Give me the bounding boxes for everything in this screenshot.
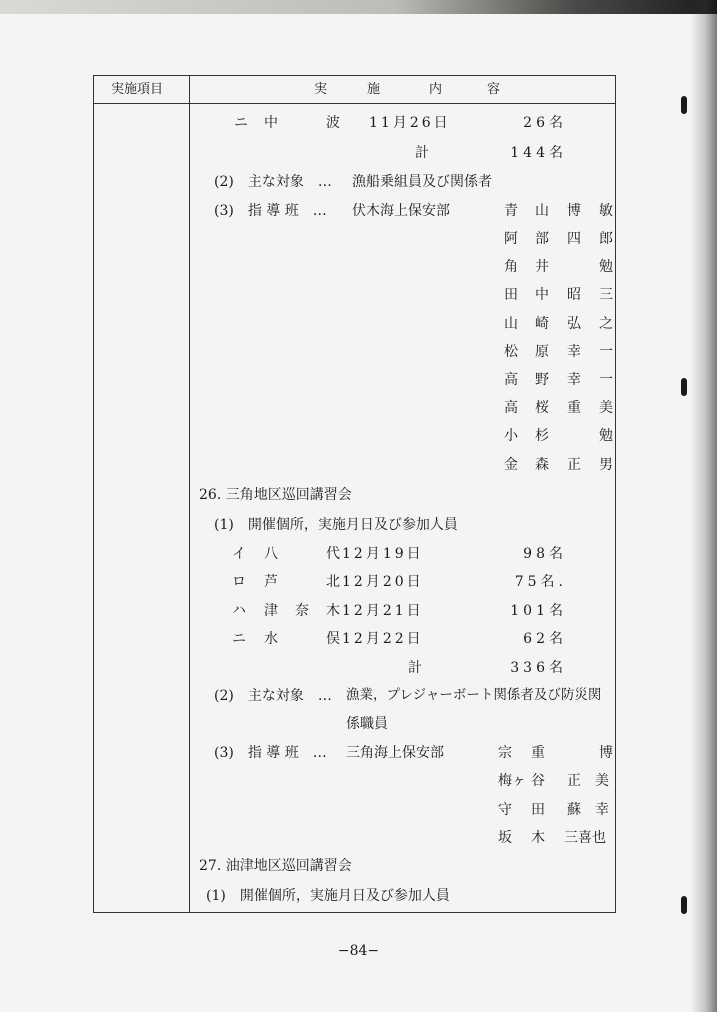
row-count: 98名 [523, 546, 567, 562]
member-name: 男 [599, 457, 613, 473]
member-name: 崎 [535, 316, 549, 332]
row-date: 12月20日 [342, 574, 424, 590]
place-char: 中 [264, 115, 278, 131]
member-name: 幸 [567, 372, 581, 388]
target-value-cont: 係職員 [346, 716, 388, 732]
scan-edge-right [691, 0, 717, 1012]
member-name: 重 [531, 745, 545, 761]
member-name: 幸 [567, 344, 581, 360]
row-count: 26名 [523, 115, 567, 131]
member-name: 田 [504, 287, 518, 303]
member-name: 杉 [535, 428, 549, 444]
punch-hole [681, 96, 687, 114]
member-name: 宗 [498, 745, 512, 761]
place-char: 代 [326, 546, 340, 562]
member-name: 谷 [531, 773, 545, 789]
section-title: 26. 三角地区巡回講習会 [199, 487, 352, 503]
target-value: 漁船乗組員及び関係者 [352, 174, 492, 190]
header-char: 施 [367, 82, 381, 97]
team-org: 伏木海上保安部 [352, 203, 450, 219]
member-name: 之 [599, 316, 613, 332]
member-name: 青 [504, 203, 518, 219]
target-value: 漁業，プレジャーボート関係者及び防災関 [346, 687, 602, 703]
member-name: 角 [504, 259, 518, 275]
member-name: 一 [599, 344, 613, 360]
member-name: 金 [504, 457, 518, 473]
member-name: 郎 [599, 231, 613, 247]
member-name: 弘 [567, 316, 581, 332]
place-char: 木 [326, 603, 340, 619]
row-marker: ハ [232, 603, 246, 619]
row-date: 12月19日 [342, 546, 424, 562]
member-name: 桜 [535, 400, 549, 416]
punch-hole [681, 378, 687, 396]
member-name: 小 [504, 428, 518, 444]
member-name: 阿 [504, 231, 518, 247]
member-name: 原 [535, 344, 549, 360]
member-name: 木 [531, 830, 545, 846]
member-name: 博 [567, 203, 581, 219]
row-count: 75名. [514, 574, 567, 590]
member-name: 森 [535, 457, 549, 473]
member-name: 坂 [498, 830, 512, 846]
member-name: 井 [535, 259, 549, 275]
target-label: (2) 主な対象 … [214, 174, 332, 190]
member-name: 美 [599, 400, 613, 416]
venue-label: (1) 開催個所，実施月日及び参加人員 [214, 517, 458, 533]
member-name: 松 [504, 344, 518, 360]
place-char: 津 [264, 603, 278, 619]
place-char: 波 [326, 115, 340, 131]
team-label: (3) 指 導 班 … [214, 203, 327, 219]
member-name: 敏 [599, 203, 613, 219]
member-name: 三喜也 [564, 830, 606, 846]
member-name: 正 [567, 457, 581, 473]
row-date: 11月26日 [369, 115, 451, 131]
report-table [93, 75, 616, 913]
member-name: 一 [599, 372, 613, 388]
member-name: 高 [504, 372, 518, 388]
page-number: −84− [337, 943, 380, 959]
header-char: 実 [314, 82, 328, 97]
place-char: 八 [264, 546, 278, 562]
place-char: 芦 [264, 574, 278, 590]
row-date: 12月22日 [342, 631, 424, 647]
total-label: 計 [415, 145, 429, 161]
row-marker: ニ [232, 631, 246, 647]
header-char: 内 [429, 82, 443, 97]
place-char: 水 [264, 631, 278, 647]
row-count: 62名 [523, 631, 567, 647]
scan-edge-top [0, 0, 717, 14]
place-char: 北 [326, 574, 340, 590]
member-name: 梅ヶ [498, 773, 526, 789]
row-date: 12月21日 [342, 603, 424, 619]
team-org: 三角海上保安部 [346, 745, 444, 761]
venue-label: (1) 開催個所，実施月日及び参加人員 [206, 888, 450, 904]
member-name: 守 [498, 802, 512, 818]
member-name: 昭 [567, 287, 581, 303]
total-label: 計 [408, 660, 422, 676]
team-label: (3) 指 導 班 … [214, 745, 327, 761]
member-name: 蘇 幸 [567, 802, 609, 818]
header-divider [94, 103, 615, 104]
header-col1: 実施項目 [111, 82, 164, 97]
member-name: 山 [535, 203, 549, 219]
member-name: 勉 [599, 259, 613, 275]
member-name: 三 [599, 287, 613, 303]
member-name: 田 [531, 802, 545, 818]
section-title: 27. 油津地区巡回講習会 [199, 858, 352, 874]
column-divider [189, 76, 190, 912]
target-label: (2) 主な対象 … [214, 688, 332, 704]
place-char: 俣 [326, 631, 340, 647]
member-name: 野 [535, 372, 549, 388]
row-marker: イ [232, 546, 246, 562]
row-marker: ニ [234, 115, 248, 131]
row-marker: ロ [232, 574, 246, 590]
total-count: 336名 [510, 660, 567, 676]
member-name: 部 [535, 231, 549, 247]
row-count: 101名 [510, 603, 567, 619]
member-name: 山 [504, 316, 518, 332]
punch-hole [681, 896, 687, 914]
header-char: 容 [487, 82, 501, 97]
member-name: 博 [599, 745, 613, 761]
total-count: 144名 [510, 145, 567, 161]
member-name: 勉 [599, 428, 613, 444]
place-char: 奈 [295, 603, 309, 619]
member-name: 四 [567, 231, 581, 247]
member-name: 重 [567, 400, 581, 416]
member-name: 高 [504, 400, 518, 416]
member-name: 正 美 [567, 773, 609, 789]
member-name: 中 [535, 287, 549, 303]
